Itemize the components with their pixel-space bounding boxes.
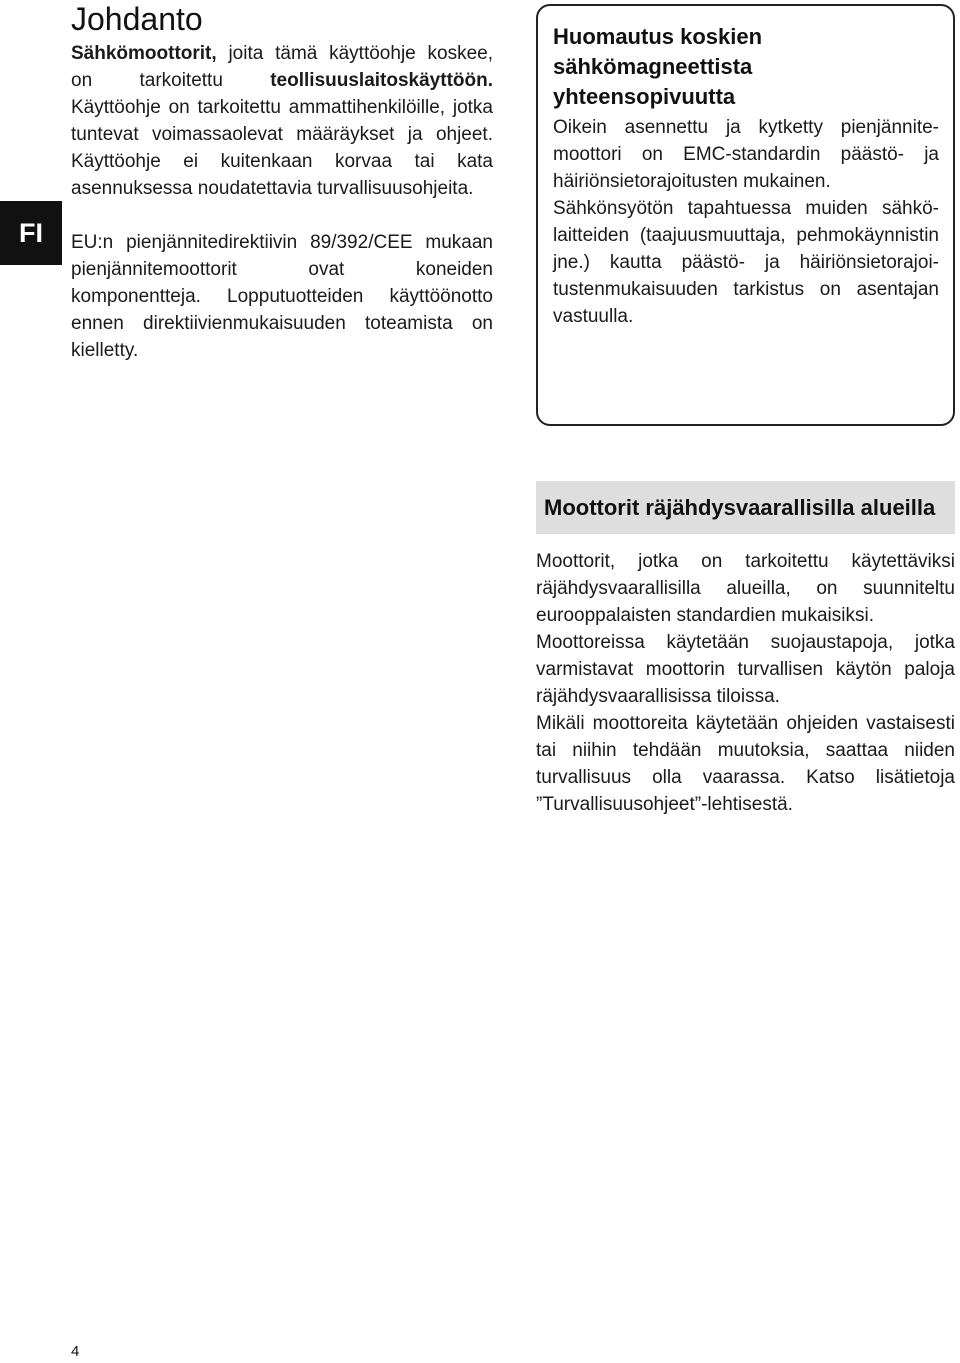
language-tab: FI xyxy=(0,201,62,265)
page-title: Johdanto xyxy=(71,1,203,37)
intro-bold-usage: teollisuuslaitoskäyttöön. xyxy=(270,70,493,91)
notice-paragraph-2: Sähkönsyötön tapahtuessa muiden sähkölaitteiden (taajuusmuuttaja, pehmokäynnistin jne.) kautta päästö- ja häiriönsietorajoitustenmukaisuuden tarkistus on asentajan vastuulla. xyxy=(553,198,939,327)
intro-section xyxy=(71,0,493,364)
notice-title xyxy=(553,22,939,112)
intro-paragraph-2: EU:n pienjännitedirektiivin 89/392/CEE mukaan pienjännitemoottorit ovat koneiden komponentteja. Lopputuotteiden käyttöönotto ennen direktiivienmukaisuuden toteamista on kielletty. xyxy=(71,232,493,361)
intro-text-b: Käyttöohje on tarkoitettu ammattihenkilöille, jotka tuntevat voimassaolevat määräykset ja ohjeet. Käyttöohje ei kuitenkaan korvaa tai kata asennuksessa noudatettavia turvallisuusohjeita. xyxy=(71,97,493,199)
notice-title-line-3: yhteensopivuutta xyxy=(553,84,736,109)
hazard-paragraph-3: Mikäli moottoreita käytetään ohjeiden vastaisesti tai niihin tehdään muutoksia, saattaa niiden turvallisuus olla vaarassa. Katso lisätietoja ”Turvallisuusohjeet”-lehtisestä. xyxy=(536,713,955,815)
notice-title-line-2: sähkömagneettista xyxy=(553,54,753,79)
hazard-paragraph-2: Moottoreissa käytetään suojaustapoja, jotka varmistavat moottorin turvallisen käytön paloja räjähdysvaarallisissa tiloissa. xyxy=(536,632,955,707)
page-number: 4 xyxy=(71,1343,80,1360)
emc-notice-box xyxy=(536,4,955,426)
notice-paragraph-1: Oikein asennettu ja kytketty pienjännitemoottori on EMC-standardin päästö- ja häiriönsietorajoitusten mukainen. xyxy=(553,117,939,192)
hazard-paragraph-1: Moottorit, jotka on tarkoitettu käytettäviksi räjähdysvaarallisilla alueilla, on suunniteltu eurooppalaisten standardien mukaisiksi. xyxy=(536,551,955,626)
hazard-section xyxy=(536,548,955,818)
intro-paragraph-1 xyxy=(71,40,493,202)
notice-title-line-1: Huomautus koskien xyxy=(553,24,763,49)
hazard-section-header: Moottorit räjähdysvaarallisilla alueilla xyxy=(536,481,955,534)
intro-bold-term: Sähkömoottorit, xyxy=(71,43,217,64)
intro-text-a: joita tämä käyttöohje koskee, on tarkoitettu xyxy=(71,43,493,91)
